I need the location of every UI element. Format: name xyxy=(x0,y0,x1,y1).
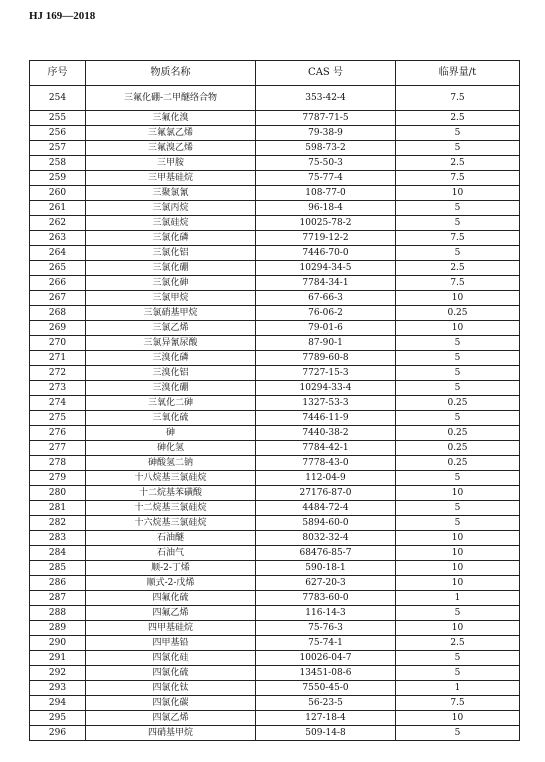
cell-serial-number: 256 xyxy=(30,126,86,141)
cell-substance-name: 三氯异氰尿酸 xyxy=(86,336,256,351)
cell-substance-name: 四甲基铅 xyxy=(86,636,256,651)
cell-threshold: 5 xyxy=(396,516,520,531)
cell-threshold: 5 xyxy=(396,501,520,516)
cell-substance-name: 三甲胺 xyxy=(86,156,256,171)
cell-threshold: 5 xyxy=(396,351,520,366)
cell-serial-number: 255 xyxy=(30,111,86,126)
table-row xyxy=(30,486,520,501)
cell-substance-name: 四甲基硅烷 xyxy=(86,621,256,636)
cell-threshold: 1 xyxy=(396,591,520,606)
cell-substance-name: 三氯化砷 xyxy=(86,276,256,291)
table-row xyxy=(30,711,520,726)
table-row xyxy=(30,531,520,546)
cell-cas-number: 7784-34-1 xyxy=(256,276,396,291)
cell-cas-number: 598-73-2 xyxy=(256,141,396,156)
cell-serial-number: 272 xyxy=(30,366,86,381)
cell-substance-name: 三氟溴乙烯 xyxy=(86,141,256,156)
table-row xyxy=(30,231,520,246)
table-row xyxy=(30,156,520,171)
cell-serial-number: 276 xyxy=(30,426,86,441)
table-row xyxy=(30,426,520,441)
cell-cas-number: 75-77-4 xyxy=(256,171,396,186)
header-serial-number: 序号 xyxy=(30,61,86,86)
cell-cas-number: 7784-42-1 xyxy=(256,441,396,456)
cell-substance-name: 四氯化硅 xyxy=(86,651,256,666)
cell-serial-number: 262 xyxy=(30,216,86,231)
cell-cas-number: 7727-15-3 xyxy=(256,366,396,381)
table-row xyxy=(30,591,520,606)
table-row xyxy=(30,636,520,651)
cell-serial-number: 291 xyxy=(30,651,86,666)
cell-substance-name: 三氟化溴 xyxy=(86,111,256,126)
cell-serial-number: 271 xyxy=(30,351,86,366)
cell-cas-number: 10026-04-7 xyxy=(256,651,396,666)
cell-serial-number: 294 xyxy=(30,696,86,711)
table-row xyxy=(30,336,520,351)
cell-threshold: 7.5 xyxy=(396,696,520,711)
cell-threshold: 10 xyxy=(396,486,520,501)
cell-cas-number: 7446-70-0 xyxy=(256,246,396,261)
cell-cas-number: 87-90-1 xyxy=(256,336,396,351)
table-row xyxy=(30,246,520,261)
cell-substance-name: 十八烷基三氯硅烷 xyxy=(86,471,256,486)
table-row xyxy=(30,216,520,231)
cell-serial-number: 292 xyxy=(30,666,86,681)
cell-cas-number: 75-76-3 xyxy=(256,621,396,636)
cell-cas-number: 7446-11-9 xyxy=(256,411,396,426)
cell-serial-number: 275 xyxy=(30,411,86,426)
cell-cas-number: 68476-85-7 xyxy=(256,546,396,561)
cell-threshold: 7.5 xyxy=(396,231,520,246)
cell-cas-number: 13451-08-6 xyxy=(256,666,396,681)
cell-substance-name: 三溴化硼 xyxy=(86,381,256,396)
cell-cas-number: 10025-78-2 xyxy=(256,216,396,231)
cell-serial-number: 268 xyxy=(30,306,86,321)
table-row xyxy=(30,696,520,711)
cell-cas-number: 7787-71-5 xyxy=(256,111,396,126)
table-row xyxy=(30,171,520,186)
cell-serial-number: 283 xyxy=(30,531,86,546)
cell-substance-name: 四氟乙烯 xyxy=(86,606,256,621)
cell-serial-number: 258 xyxy=(30,156,86,171)
cell-threshold: 10 xyxy=(396,561,520,576)
cell-cas-number: 4484-72-4 xyxy=(256,501,396,516)
cell-substance-name: 砷化氢 xyxy=(86,441,256,456)
cell-threshold: 10 xyxy=(396,711,520,726)
cell-threshold: 5 xyxy=(396,246,520,261)
cell-threshold: 10 xyxy=(396,621,520,636)
table-row xyxy=(30,666,520,681)
cell-substance-name: 三氯硝基甲烷 xyxy=(86,306,256,321)
cell-cas-number: 75-74-1 xyxy=(256,636,396,651)
cell-threshold: 10 xyxy=(396,291,520,306)
cell-serial-number: 270 xyxy=(30,336,86,351)
cell-cas-number: 8032-32-4 xyxy=(256,531,396,546)
table-row xyxy=(30,501,520,516)
cell-threshold: 2.5 xyxy=(396,636,520,651)
cell-serial-number: 254 xyxy=(30,86,86,111)
cell-cas-number: 67-66-3 xyxy=(256,291,396,306)
cell-serial-number: 287 xyxy=(30,591,86,606)
cell-cas-number: 7783-60-0 xyxy=(256,591,396,606)
cell-substance-name: 三氯甲烷 xyxy=(86,291,256,306)
cell-cas-number: 75-50-3 xyxy=(256,156,396,171)
cell-cas-number: 509-14-8 xyxy=(256,726,396,741)
cell-serial-number: 288 xyxy=(30,606,86,621)
cell-cas-number: 10294-34-5 xyxy=(256,261,396,276)
cell-threshold: 7.5 xyxy=(396,171,520,186)
cell-cas-number: 7440-38-2 xyxy=(256,426,396,441)
cell-serial-number: 280 xyxy=(30,486,86,501)
cell-serial-number: 257 xyxy=(30,141,86,156)
table-header-row xyxy=(30,61,520,86)
cell-substance-name: 三聚氯氰 xyxy=(86,186,256,201)
cell-serial-number: 273 xyxy=(30,381,86,396)
cell-threshold: 5 xyxy=(396,216,520,231)
table-row xyxy=(30,306,520,321)
cell-threshold: 5 xyxy=(396,726,520,741)
table-row xyxy=(30,546,520,561)
cell-threshold: 5 xyxy=(396,366,520,381)
cell-threshold: 2.5 xyxy=(396,156,520,171)
table-row xyxy=(30,291,520,306)
cell-threshold: 7.5 xyxy=(396,276,520,291)
table-row xyxy=(30,366,520,381)
cell-serial-number: 295 xyxy=(30,711,86,726)
cell-substance-name: 三氟氯乙烯 xyxy=(86,126,256,141)
table-row xyxy=(30,456,520,471)
cell-threshold: 5 xyxy=(396,336,520,351)
cell-threshold: 10 xyxy=(396,186,520,201)
cell-cas-number: 108-77-0 xyxy=(256,186,396,201)
cell-serial-number: 261 xyxy=(30,201,86,216)
cell-substance-name: 三溴化磷 xyxy=(86,351,256,366)
table-body xyxy=(30,86,520,741)
cell-threshold: 0.25 xyxy=(396,426,520,441)
cell-substance-name: 顺式-2-戊烯 xyxy=(86,576,256,591)
table-row xyxy=(30,201,520,216)
table-row xyxy=(30,261,520,276)
cell-cas-number: 627-20-3 xyxy=(256,576,396,591)
cell-substance-name: 十二烷基三氯硅烷 xyxy=(86,501,256,516)
cell-serial-number: 279 xyxy=(30,471,86,486)
header-cas-number: CAS 号 xyxy=(256,61,396,86)
cell-cas-number: 79-01-6 xyxy=(256,321,396,336)
cell-substance-name: 三氧化硫 xyxy=(86,411,256,426)
cell-substance-name: 三氯乙烯 xyxy=(86,321,256,336)
cell-substance-name: 砷酸氢二钠 xyxy=(86,456,256,471)
cell-serial-number: 259 xyxy=(30,171,86,186)
cell-substance-name: 四硝基甲烷 xyxy=(86,726,256,741)
cell-substance-name: 四氯化硫 xyxy=(86,666,256,681)
table-row xyxy=(30,576,520,591)
cell-substance-name: 四氟化硫 xyxy=(86,591,256,606)
cell-cas-number: 353-42-4 xyxy=(256,86,396,111)
cell-substance-name: 十六烷基三氯硅烷 xyxy=(86,516,256,531)
cell-threshold: 10 xyxy=(396,321,520,336)
table-row xyxy=(30,606,520,621)
cell-substance-name: 三溴化铝 xyxy=(86,366,256,381)
cell-threshold: 0.25 xyxy=(396,441,520,456)
cell-cas-number: 1327-53-3 xyxy=(256,396,396,411)
table-row xyxy=(30,111,520,126)
table-row xyxy=(30,276,520,291)
table-row xyxy=(30,651,520,666)
substance-table xyxy=(29,60,520,741)
cell-cas-number: 5894-60-0 xyxy=(256,516,396,531)
cell-substance-name: 四氯化钛 xyxy=(86,681,256,696)
cell-threshold: 10 xyxy=(396,531,520,546)
cell-threshold: 2.5 xyxy=(396,111,520,126)
cell-serial-number: 266 xyxy=(30,276,86,291)
cell-substance-name: 三氧化二砷 xyxy=(86,396,256,411)
cell-threshold: 5 xyxy=(396,201,520,216)
cell-serial-number: 285 xyxy=(30,561,86,576)
table-row xyxy=(30,381,520,396)
cell-cas-number: 76-06-2 xyxy=(256,306,396,321)
cell-serial-number: 278 xyxy=(30,456,86,471)
cell-cas-number: 56-23-5 xyxy=(256,696,396,711)
cell-threshold: 1 xyxy=(396,681,520,696)
cell-serial-number: 293 xyxy=(30,681,86,696)
cell-threshold: 5 xyxy=(396,651,520,666)
cell-serial-number: 296 xyxy=(30,726,86,741)
table-row xyxy=(30,561,520,576)
cell-substance-name: 三氯化铝 xyxy=(86,246,256,261)
cell-cas-number: 7778-43-0 xyxy=(256,456,396,471)
cell-serial-number: 290 xyxy=(30,636,86,651)
table-row xyxy=(30,186,520,201)
cell-serial-number: 265 xyxy=(30,261,86,276)
cell-cas-number: 7789-60-8 xyxy=(256,351,396,366)
cell-serial-number: 281 xyxy=(30,501,86,516)
cell-threshold: 5 xyxy=(396,126,520,141)
cell-threshold: 10 xyxy=(396,546,520,561)
cell-serial-number: 277 xyxy=(30,441,86,456)
cell-threshold: 5 xyxy=(396,381,520,396)
cell-substance-name: 三氯化硼 xyxy=(86,261,256,276)
table-row xyxy=(30,411,520,426)
cell-serial-number: 260 xyxy=(30,186,86,201)
cell-cas-number: 112-04-9 xyxy=(256,471,396,486)
cell-serial-number: 286 xyxy=(30,576,86,591)
table-row xyxy=(30,681,520,696)
cell-substance-name: 三氯化磷 xyxy=(86,231,256,246)
cell-threshold: 5 xyxy=(396,606,520,621)
cell-substance-name: 石油醚 xyxy=(86,531,256,546)
cell-threshold: 10 xyxy=(396,576,520,591)
cell-substance-name: 石油气 xyxy=(86,546,256,561)
cell-cas-number: 7550-45-0 xyxy=(256,681,396,696)
table-row xyxy=(30,86,520,111)
cell-serial-number: 284 xyxy=(30,546,86,561)
cell-serial-number: 263 xyxy=(30,231,86,246)
cell-substance-name: 三甲基硅烷 xyxy=(86,171,256,186)
cell-substance-name: 三氟化硼-二甲醚络合物 xyxy=(86,86,256,111)
table-row xyxy=(30,621,520,636)
cell-threshold: 5 xyxy=(396,666,520,681)
cell-cas-number: 590-18-1 xyxy=(256,561,396,576)
table-row xyxy=(30,516,520,531)
cell-serial-number: 267 xyxy=(30,291,86,306)
cell-substance-name: 三氯丙烷 xyxy=(86,201,256,216)
cell-cas-number: 10294-33-4 xyxy=(256,381,396,396)
cell-substance-name: 顺-2-丁烯 xyxy=(86,561,256,576)
cell-threshold: 0.25 xyxy=(396,456,520,471)
cell-threshold: 0.25 xyxy=(396,306,520,321)
cell-cas-number: 27176-87-0 xyxy=(256,486,396,501)
header-threshold: 临界量/t xyxy=(396,61,520,86)
cell-substance-name: 三氯硅烷 xyxy=(86,216,256,231)
cell-cas-number: 116-14-3 xyxy=(256,606,396,621)
table-row xyxy=(30,396,520,411)
cell-cas-number: 79-38-9 xyxy=(256,126,396,141)
cell-threshold: 7.5 xyxy=(396,86,520,111)
cell-substance-name: 四氯化碳 xyxy=(86,696,256,711)
cell-threshold: 5 xyxy=(396,471,520,486)
cell-cas-number: 96-18-4 xyxy=(256,201,396,216)
table-row xyxy=(30,471,520,486)
cell-serial-number: 269 xyxy=(30,321,86,336)
table-row xyxy=(30,351,520,366)
cell-substance-name: 十二烷基苯磺酸 xyxy=(86,486,256,501)
cell-serial-number: 274 xyxy=(30,396,86,411)
table-row xyxy=(30,126,520,141)
cell-serial-number: 289 xyxy=(30,621,86,636)
cell-substance-name: 砷 xyxy=(86,426,256,441)
cell-threshold: 5 xyxy=(396,141,520,156)
cell-serial-number: 264 xyxy=(30,246,86,261)
cell-cas-number: 127-18-4 xyxy=(256,711,396,726)
cell-serial-number: 282 xyxy=(30,516,86,531)
cell-substance-name: 四氯乙烯 xyxy=(86,711,256,726)
table-row xyxy=(30,726,520,741)
cell-threshold: 0.25 xyxy=(396,396,520,411)
table-row xyxy=(30,441,520,456)
header-substance-name: 物质名称 xyxy=(86,61,256,86)
cell-threshold: 5 xyxy=(396,411,520,426)
cell-cas-number: 7719-12-2 xyxy=(256,231,396,246)
table-row xyxy=(30,321,520,336)
cell-threshold: 2.5 xyxy=(396,261,520,276)
page-header: HJ 169—2018 xyxy=(29,10,96,22)
table-row xyxy=(30,141,520,156)
